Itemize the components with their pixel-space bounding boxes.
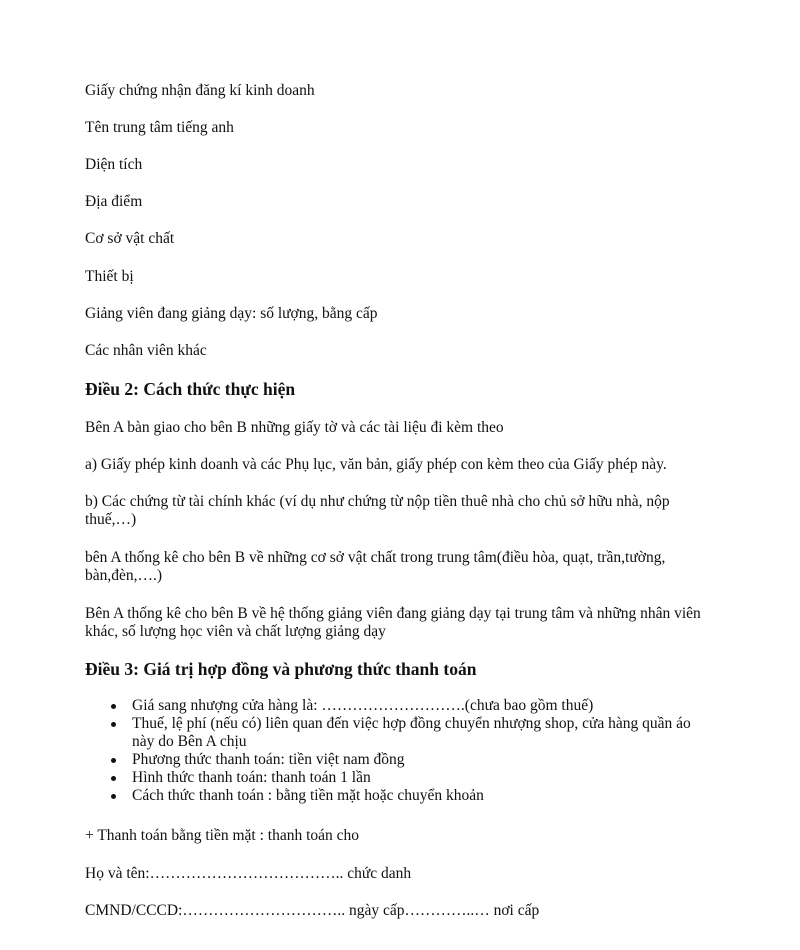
item-center-name: Tên trung tâm tiếng anh bbox=[85, 119, 234, 136]
item-location: Địa điểm bbox=[85, 193, 143, 210]
bullet-icon bbox=[111, 794, 116, 799]
list-item-text: Phương thức thanh toán: tiền việt nam đồng bbox=[132, 751, 405, 768]
name-title-line: Họ và tên:……………………………….. chức danh bbox=[85, 865, 412, 882]
item-business-license: Giấy chứng nhận đăng kí kinh doanh bbox=[85, 82, 315, 99]
list-item bbox=[85, 787, 705, 805]
article-2-facilities: bên A thống kê cho bên B về những cơ sở vật chất trong trung tâm(điều hòa, quạt, trần,tường, bàn,đèn,….) bbox=[85, 549, 666, 584]
list-item-text: Thuế, lệ phí (nếu có) liên quan đến việc hợp đồng chuyển nhượng shop, cửa hàng quần áo này do Bên A chịu bbox=[132, 715, 691, 750]
item-facilities: Cơ sở vật chất bbox=[85, 230, 175, 247]
article-3-heading: Điều 3: Giá trị hợp đồng và phương thức thanh toán bbox=[85, 659, 477, 679]
item-area: Diện tích bbox=[85, 156, 143, 173]
cash-payment-line: + Thanh toán bằng tiền mặt : thanh toán cho bbox=[85, 827, 360, 844]
list-item bbox=[85, 751, 705, 769]
list-item bbox=[85, 769, 705, 787]
bullet-icon bbox=[111, 722, 116, 727]
item-equipment: Thiết bị bbox=[85, 268, 134, 285]
article-2-heading: Điều 2: Cách thức thực hiện bbox=[85, 379, 296, 399]
item-teachers: Giảng viên đang giảng dạy: số lượng, bằng cấp bbox=[85, 305, 378, 322]
article-2-intro: Bên A bàn giao cho bên B những giấy tờ và các tài liệu đi kèm theo bbox=[85, 419, 504, 436]
payment-terms-list bbox=[85, 697, 705, 805]
article-2-item-a: a) Giấy phép kinh doanh và các Phụ lục, văn bản, giấy phép con kèm theo của Giấy phép này. bbox=[85, 456, 667, 473]
bullet-icon bbox=[111, 704, 116, 709]
bullet-icon bbox=[111, 758, 116, 763]
item-other-staff: Các nhân viên khác bbox=[85, 342, 207, 359]
article-2-item-b: b) Các chứng từ tài chính khác (ví dụ như chứng từ nộp tiền thuê nhà cho chủ sở hữu nhà, nộp thuế,…) bbox=[85, 493, 670, 528]
id-card-line: CMND/CCCD:………………………….. ngày cấp…………..… nơi cấp bbox=[85, 902, 540, 919]
list-item bbox=[85, 715, 705, 751]
list-item-text: Giá sang nhượng cửa hàng là: ……………………….(chưa bao gồm thuế) bbox=[132, 697, 594, 714]
list-item-text: Cách thức thanh toán : bằng tiền mặt hoặc chuyển khoản bbox=[132, 787, 484, 804]
list-item-text: Hình thức thanh toán: thanh toán 1 lần bbox=[132, 769, 371, 786]
list-item bbox=[85, 697, 705, 715]
article-2-teachers: Bên A thống kê cho bên B về hệ thống giảng viên đang giảng dạy tại trung tâm và những nhân viên khác, số lượng học viên và chất lượng giảng dạy bbox=[85, 605, 701, 640]
bullet-icon bbox=[111, 776, 116, 781]
